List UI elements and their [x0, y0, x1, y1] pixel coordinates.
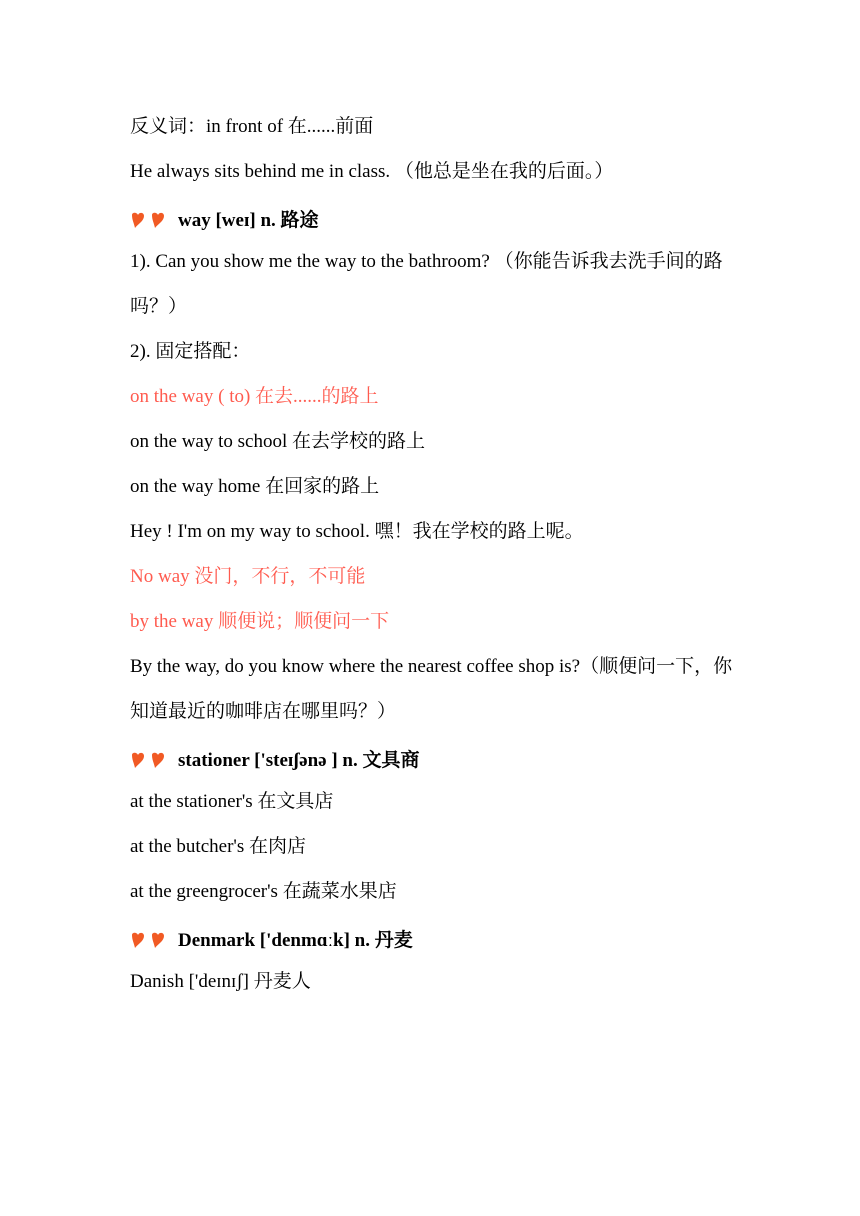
phrase-example: at the butcher's 在肉店 — [130, 836, 306, 857]
example-sentence: He always sits behind me in class. （他总是坐在我的后面。） — [130, 161, 614, 182]
double-heart-bullet-icon — [130, 932, 168, 950]
phrase-example: at the greengrocer's 在蔬菜水果店 — [130, 881, 397, 902]
document-body — [130, 108, 740, 1008]
collocation-highlight: No way 没门，不行，不可能 — [130, 566, 366, 587]
vocab-heading-text: way [weɪ] n. 路途 — [178, 209, 319, 231]
example-sentence: By the way, do you know where the nearest coffee shop is?（顺便问一下，你知道最近的咖啡店在哪里吗？） — [130, 656, 733, 722]
collocation-example: on the way home 在回家的路上 — [130, 476, 380, 497]
collocation-example: on the way to school 在去学校的路上 — [130, 431, 426, 452]
collocation-highlight: on the way ( to) 在去......的路上 — [130, 386, 379, 407]
vocab-heading-text: Denmark ['denmɑːk] n. 丹麦 — [178, 929, 413, 951]
vocab-heading-denmark — [130, 918, 740, 963]
vocab-heading-stationer — [130, 738, 740, 783]
collocation-label: 2). 固定搭配： — [130, 341, 251, 362]
double-heart-bullet-icon — [130, 752, 168, 770]
vocab-heading-way — [130, 198, 740, 243]
vocab-heading-text: stationer ['steɪʃənə ] n. 文具商 — [178, 749, 420, 771]
phrase-example: Danish ['deɪnɪʃ] 丹麦人 — [130, 971, 311, 992]
phrase-example: at the stationer's 在文具店 — [130, 791, 334, 812]
double-heart-bullet-icon — [130, 212, 168, 230]
antonym-line: 反义词：in front of 在......前面 — [130, 116, 374, 137]
collocation-highlight: by the way 顺便说；顺便问一下 — [130, 611, 390, 632]
example-sentence: Hey ! I'm on my way to school. 嘿！我在学校的路上呢。 — [130, 521, 584, 542]
example-sentence: 1). Can you show me the way to the bathroom? （你能告诉我去洗手间的路吗？） — [130, 251, 723, 317]
